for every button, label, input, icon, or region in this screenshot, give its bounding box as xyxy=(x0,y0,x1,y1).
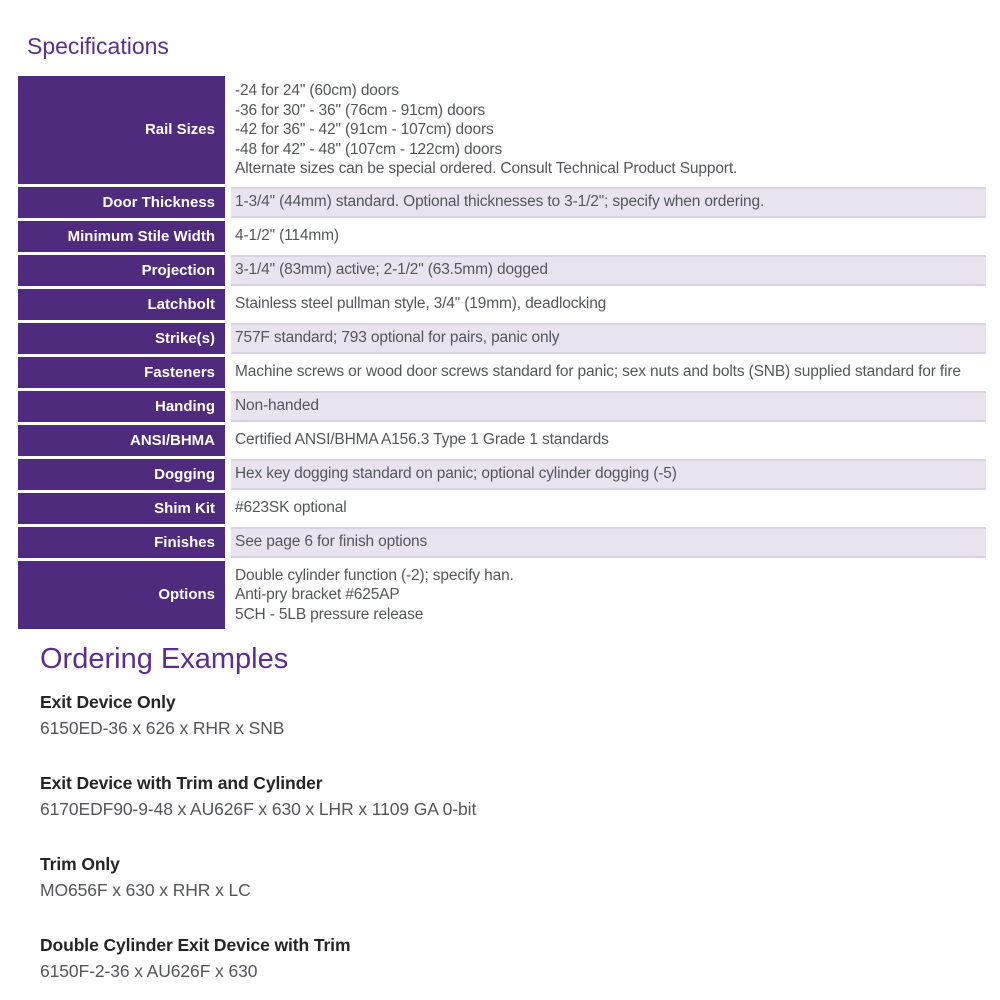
ordering-example-heading: Exit Device Only xyxy=(40,692,176,712)
spec-row-value-line: Machine screws or wood door screws standard for panic; sex nuts and bolts (SNB) supplied standard for fire xyxy=(235,363,961,381)
spec-row-value xyxy=(231,187,986,218)
ordering-example-code: 6170EDF90-9-48 x AU626F x 630 x LHR x 1109 GA 0-bit xyxy=(40,799,477,819)
spec-row-value-line: #623SK optional xyxy=(235,499,347,517)
ordering-example-code: 6150ED-36 x 626 x RHR x SNB xyxy=(40,718,285,738)
ordering-example-heading: Trim Only xyxy=(40,854,120,874)
spec-row-value-line: Hex key dogging standard on panic; optional cylinder dogging (-5) xyxy=(235,465,677,483)
spec-row-label: Door Thickness xyxy=(18,187,225,218)
spec-row-value xyxy=(231,493,986,524)
spec-row-label: Latchbolt xyxy=(18,289,225,320)
specifications-table xyxy=(18,76,986,629)
spec-row-label: Strike(s) xyxy=(18,323,225,354)
spec-row-value-line: 5CH - 5LB pressure release xyxy=(235,605,424,623)
spec-row-value-line: Double cylinder function (-2); specify han. xyxy=(235,566,514,584)
spec-row-value-line: Non-handed xyxy=(235,397,319,415)
spec-row-value xyxy=(231,391,986,422)
spec-row-value xyxy=(231,357,986,388)
ordering-example-code: MO656F x 630 x RHR x LC xyxy=(40,880,251,900)
ordering-example xyxy=(40,935,1000,982)
spec-row-value-line: See page 6 for finish options xyxy=(235,533,428,551)
spec-row-value xyxy=(231,76,986,184)
spec-row-label: ANSI/BHMA xyxy=(18,425,225,456)
spec-row-value xyxy=(231,255,986,286)
spec-row-label: Projection xyxy=(18,255,225,286)
spec-row-value xyxy=(231,425,986,456)
ordering-example xyxy=(40,692,1000,739)
spec-row-value-line: Anti-pry bracket #625AP xyxy=(235,586,400,603)
spec-row-label: Finishes xyxy=(18,527,225,558)
spec-row-value-line: 4-1/2" (114mm) xyxy=(235,227,339,245)
spec-row-value-line: 757F standard; 793 optional for pairs, panic only xyxy=(235,329,560,347)
spec-row-value xyxy=(231,289,986,320)
spec-row-value-line: -48 for 42" - 48" (107cm - 122cm) doors xyxy=(235,140,503,158)
ordering-example-heading: Exit Device with Trim and Cylinder xyxy=(40,773,323,793)
spec-row-value xyxy=(231,221,986,252)
ordering-examples-list xyxy=(40,692,1000,982)
spec-row-label: Rail Sizes xyxy=(18,76,225,184)
spec-row-value-line: Certified ANSI/BHMA A156.3 Type 1 Grade 1 standards xyxy=(235,431,609,449)
ordering-example xyxy=(40,854,1000,901)
spec-row-value xyxy=(231,459,986,490)
spec-row-label: Fasteners xyxy=(18,357,225,388)
spec-row-label: Minimum Stile Width xyxy=(18,221,225,252)
spec-row-value-line: Alternate sizes can be special ordered. Consult Technical Product Support. xyxy=(235,160,738,177)
spec-row-value-line: 1-3/4" (44mm) standard. Optional thicknesses to 3-1/2"; specify when ordering. xyxy=(235,193,765,211)
specifications-title: Specifications xyxy=(27,33,169,59)
spec-row-value xyxy=(231,561,986,630)
ordering-examples-title: Ordering Examples xyxy=(40,643,289,675)
spec-row-value-line: -42 for 36" - 42" (91cm - 107cm) doors xyxy=(235,121,494,138)
spec-row-value xyxy=(231,527,986,558)
ordering-example-code: 6150F-2-36 x AU626F x 630 xyxy=(40,961,258,981)
spec-row-label: Options xyxy=(18,561,225,630)
ordering-example xyxy=(40,773,1000,820)
spec-row-value-line: 3-1/4" (83mm) active; 2-1/2" (63.5mm) dogged xyxy=(235,261,548,279)
spec-row-label: Dogging xyxy=(18,459,225,490)
spec-row-value-line: Stainless steel pullman style, 3/4" (19mm), deadlocking xyxy=(235,295,607,313)
spec-row-label: Handing xyxy=(18,391,225,422)
ordering-example-heading: Double Cylinder Exit Device with Trim xyxy=(40,935,351,955)
spec-row-value-line: -24 for 24" (60cm) doors xyxy=(235,82,399,99)
spec-row-value xyxy=(231,323,986,354)
spec-row-value-line: -36 for 30" - 36" (76cm - 91cm) doors xyxy=(235,101,486,119)
spec-row-label: Shim Kit xyxy=(18,493,225,524)
